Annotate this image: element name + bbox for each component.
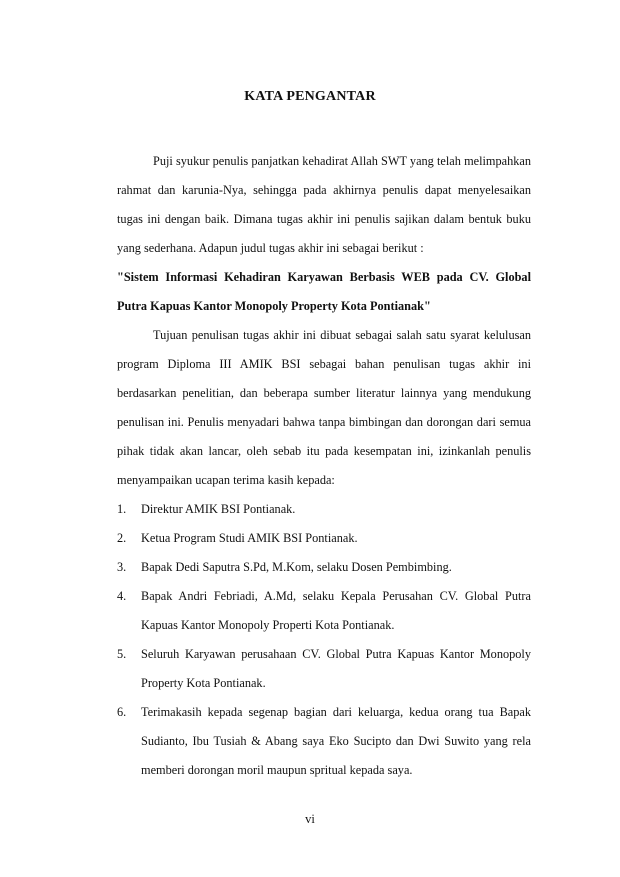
- list-item-text: Ketua Program Studi AMIK BSI Pontianak.: [141, 531, 358, 545]
- list-item-number: 4.: [117, 589, 127, 603]
- list-item-number: 5.: [117, 647, 127, 661]
- list-item-text: Direktur AMIK BSI Pontianak.: [141, 502, 296, 516]
- list-item-text: Bapak Andri Febriadi, A.Md, selaku Kepala Perusahan CV. Global Putra Kapuas Kantor Monopoly Properti Kota Pontianak.: [141, 589, 531, 632]
- list-item: [117, 640, 531, 698]
- page-title: KATA PENGANTAR: [244, 89, 376, 104]
- purpose-paragraph: Tujuan penulisan tugas akhir ini dibuat sebagai salah satu syarat kelulusan program Diploma III AMIK BSI sebagai bahan penulisan tugas akhir ini berdasarkan penelitian, dan beberapa sumber literatur lainnya yang mendukung penulisan ini. Penulis menyadari bahwa tanpa bimbingan dan dorongan dari semua pihak tidak akan lancar, oleh sebab itu pada kesempatan ini, izinkanlah penulis menyampaikan ucapan terima kasih kepada:: [117, 328, 531, 487]
- list-item-text: Seluruh Karyawan perusahaan CV. Global Putra Kapuas Kantor Monopoly Property Kota Pontianak.: [141, 647, 531, 690]
- intro-paragraph: Puji syukur penulis panjatkan kehadirat Allah SWT yang telah melimpahkan rahmat dan karunia-Nya, sehingga pada akhirnya penulis dapat menyelesaikan tugas ini dengan baik. Dimana tugas akhir ini penulis sajikan dalam bentuk buku yang sederhana. Adapun judul tugas akhir ini sebagai berikut :: [117, 154, 531, 255]
- list-item-number: 2.: [117, 531, 127, 545]
- document-body: [117, 147, 531, 785]
- list-item-text: Bapak Dedi Saputra S.Pd, M.Kom, selaku Dosen Pembimbing.: [141, 560, 452, 574]
- list-item: [117, 582, 531, 640]
- list-item: [117, 698, 531, 785]
- acknowledgement-list: [117, 495, 531, 785]
- list-item-number: 6.: [117, 705, 127, 719]
- thesis-title: "Sistem Informasi Kehadiran Karyawan Berbasis WEB pada CV. Global Putra Kapuas Kantor Monopoly Property Kota Pontianak": [117, 270, 531, 313]
- list-item-text: Terimakasih kepada segenap bagian dari keluarga, kedua orang tua Bapak Sudianto, Ibu Tusiah & Abang saya Eko Sucipto dan Dwi Suwito yang rela memberi dorongan moril maupun spritual kepada saya.: [141, 705, 531, 777]
- list-item-number: 1.: [117, 502, 127, 516]
- list-item-number: 3.: [117, 560, 127, 574]
- list-item: [117, 553, 531, 582]
- page-number: vi: [305, 812, 315, 826]
- list-item: [117, 495, 531, 524]
- list-item: [117, 524, 531, 553]
